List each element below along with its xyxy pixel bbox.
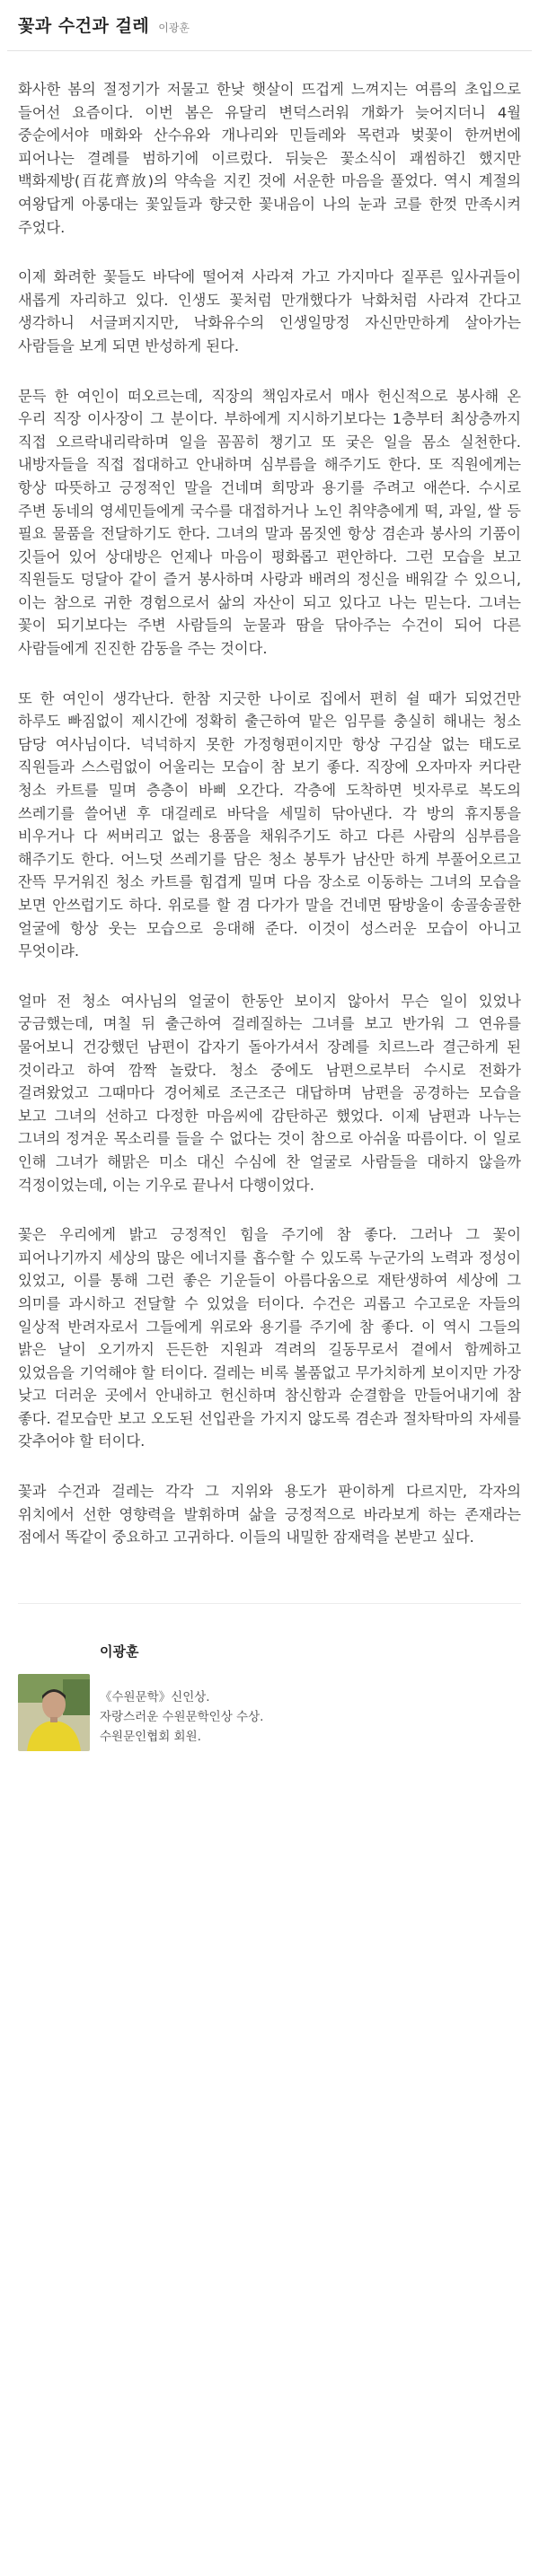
article-byline: 이광훈 (158, 22, 190, 34)
paragraph-1: 화사한 봄의 절정기가 저물고 한낮 햇살이 뜨겁게 느껴지는 여름의 초입으로 들어선 요즘이다. 이번 봄은 유달리 변덕스러워 개화가 늦어지더니 4월 중순에서야 매화와 산수유와 개나리와 민들레와 목련과 벚꽃이 한꺼번에 피어나는 결례를 범하기에 이르렀다. 뒤늦은 꽃소식이 괘씸하긴 했지만 백화제방(百花齊放)의 약속을 지킨 것에 서운한 마음을 풀었다. 역시 계절의 여왕답게 아롱대는 꽃잎들과 향긋한 꽃내음이 나의 눈과 코를 한껏 만족시켜 주었다. (18, 81, 521, 236)
author-bio (100, 1687, 263, 1747)
author-name: 이광훈 (100, 1643, 139, 1660)
article-header (0, 0, 539, 50)
author-bio-line: 자랑스러운 수원문학인상 수상. (100, 1709, 264, 1724)
author-bio-line: 수원문인협회 회원. (100, 1729, 201, 1744)
paragraph-3: 문득 한 여인이 떠오르는데, 직장의 책임자로서 매사 헌신적으로 봉사해 온 우리 직장 이사장이 그 분이다. 부하에게 지시하기보다는 1층부터 최상층까지 직접 오르락내리락하며 일을 꼼꼼히 챙기고 또 궂은 일을 몸소 실천한다. 내방자들을 직접 접대하고 안내하며 심부름을 해주기도 한다. 또 직원에게는 항상 따뜻하고 긍정적인 말을 건네며 희망과 용기를 주려고 애쓴다. 수시로 주변 동네의 영세민들에게 국수를 대접하거나 노인 취약층에게 떡, 과일, 쌀 등 필요 물품을 전달하기도 한다. 그녀의 말과 몸짓엔 항상 겸손과 봉사의 기품이 깃들어 있어 상대방은 언제나 마음이 평화롭고 편안하다. 그런 모습을 보고 직원들도 덩달아 같이 즐거 봉사하며 사랑과 배려의 정신을 배워갈 수 있으니, 이는 참으로 귀한 경험으로서 삶의 자산이 되고 있다고 나는 믿는다. 그녀는 꽃이 되기보다는 주변 사람들의 눈물과 땀을 닦아주는 수건이 되어 다른 사람들에게 진진한 감동을 주는 것이다. (18, 387, 521, 658)
paragraph-6: 꽃은 우리에게 밝고 긍정적인 힘을 주기에 참 좋다. 그러나 그 꽃이 피어나기까지 세상의 많은 에너지를 흡수할 수 있도록 누군가의 노력과 정성이 있었고, 이를 통해 그런 좋은 기운들이 아름다움으로 재탄생하여 세상에 그 의미를 과시하고 전달할 수 있었을 터이다. 수건은 괴롭고 수고로운 자들의 일상적 반려자로서 그들에게 위로와 용기를 주기에 참 좋다. 이 역시 그들의 밝은 날이 오기까지 든든한 지원과 격려의 길동무로서 곁에서 함께하고 있었음을 기억해야 할 터이다. 걸레는 비록 볼품없고 무가치하게 보이지만 가장 낮고 더러운 곳에서 안내하고 헌신하며 참신함과 순결함을 만들어내기에 참 좋다. 겉모습만 보고 오도된 선입관을 가지지 않도록 겸손과 절차탁마의 자세를 갖추어야 할 터이다. (18, 1226, 521, 1450)
article-body (0, 51, 539, 1549)
paragraph-2: 이제 화려한 꽃들도 바닥에 떨어져 사라져 가고 가지마다 짙푸른 잎사귀들이 새롭게 자리하고 있다. 인생도 꽃처럼 만개했다가 낙화처럼 사라져 간다고 생각하니 서글퍼지지만, 낙화유수의 인생일망정 자신만만하게 살아가는 사람들을 보게 되면 반성하게 된다. (18, 268, 521, 355)
article-title: 꽃과 수건과 걸레 (18, 16, 150, 36)
author-bio-line: 《수원문학》신인상. (100, 1689, 210, 1704)
paragraph-7: 꽃과 수건과 걸레는 각각 그 지위와 용도가 판이하게 다르지만, 각자의 위치에서 선한 영향력을 발휘하며 삶을 긍정적으로 바라보게 하는 존재라는 점에서 똑같이 중요하고 고귀하다. 이들의 내밀한 잠재력을 본받고 싶다. (18, 1483, 521, 1546)
author-profile (0, 1604, 539, 1801)
author-photo (18, 1674, 90, 1751)
paragraph-5: 얼마 전 청소 여사님의 얼굴이 한동안 보이지 않아서 무슨 일이 있었나 궁금했는데, 며칠 뒤 출근하여 걸레질하는 그녀를 보고 반가워 그 연유를 물어보니 건강했던 남편이 갑자기 돌아가셔서 장례를 치르느라 결근하게 된 것이라고 하여 깜짝 놀랐다. 청소 중에도 남편으로부터 수시로 전화가 걸려왔었고 그때마다 경어체로 조근조근 대답하며 남편을 공경하는 모습을 보고 그녀의 선하고 다정한 마음씨에 감탄하곤 했었다. 이제 남편과 나누는 그녀의 정겨운 목소리를 들을 수 없다는 것이 참으로 아쉬울 따름이다. 이 일로 인해 그녀가 해맑은 미소 대신 수심에 찬 얼굴로 사람들을 대하지 않을까 걱정이었는데, 이는 기우로 끝나서 다행이었다. (18, 992, 521, 1194)
paragraph-4: 또 한 여인이 생각난다. 한참 지긋한 나이로 집에서 편히 쉴 때가 되었건만 하루도 빠짐없이 제시간에 정확히 출근하여 맡은 임무를 충실히 해내는 청소 담당 여사님이다. 넉넉하지 못한 가정형편이지만 항상 구김살 없는 태도로 직원들과 스스럼없이 어울리는 모습이 참 보기 좋다. 직장에 오자마자 커다란 청소 카트를 밀며 층층이 바삐 오간다. 각층에 도착하면 빗자루로 복도의 쓰레기를 쓸어낸 후 대걸레로 바닥을 세밀히 닦아낸다. 각 방의 휴지통을 비우거나 다 써버리고 없는 용품을 채워주기도 하고 다른 사람의 심부름을 해주기도 한다. 어느덧 쓰레기를 담은 청소 봉투가 남산만 하게 부풀어오르고 잔뜩 무거워진 청소 카트를 힘겹게 밀며 다음 장소로 이동하는 그녀의 모습을 보면 안쓰럽기도 하다. 위로를 할 겸 다가가 말을 건네면 땀방울이 송골송골한 얼굴에 항상 웃는 모습으로 응대해 준다. 이것이 성스러운 모습이 아니고 무엇이랴. (18, 689, 521, 960)
